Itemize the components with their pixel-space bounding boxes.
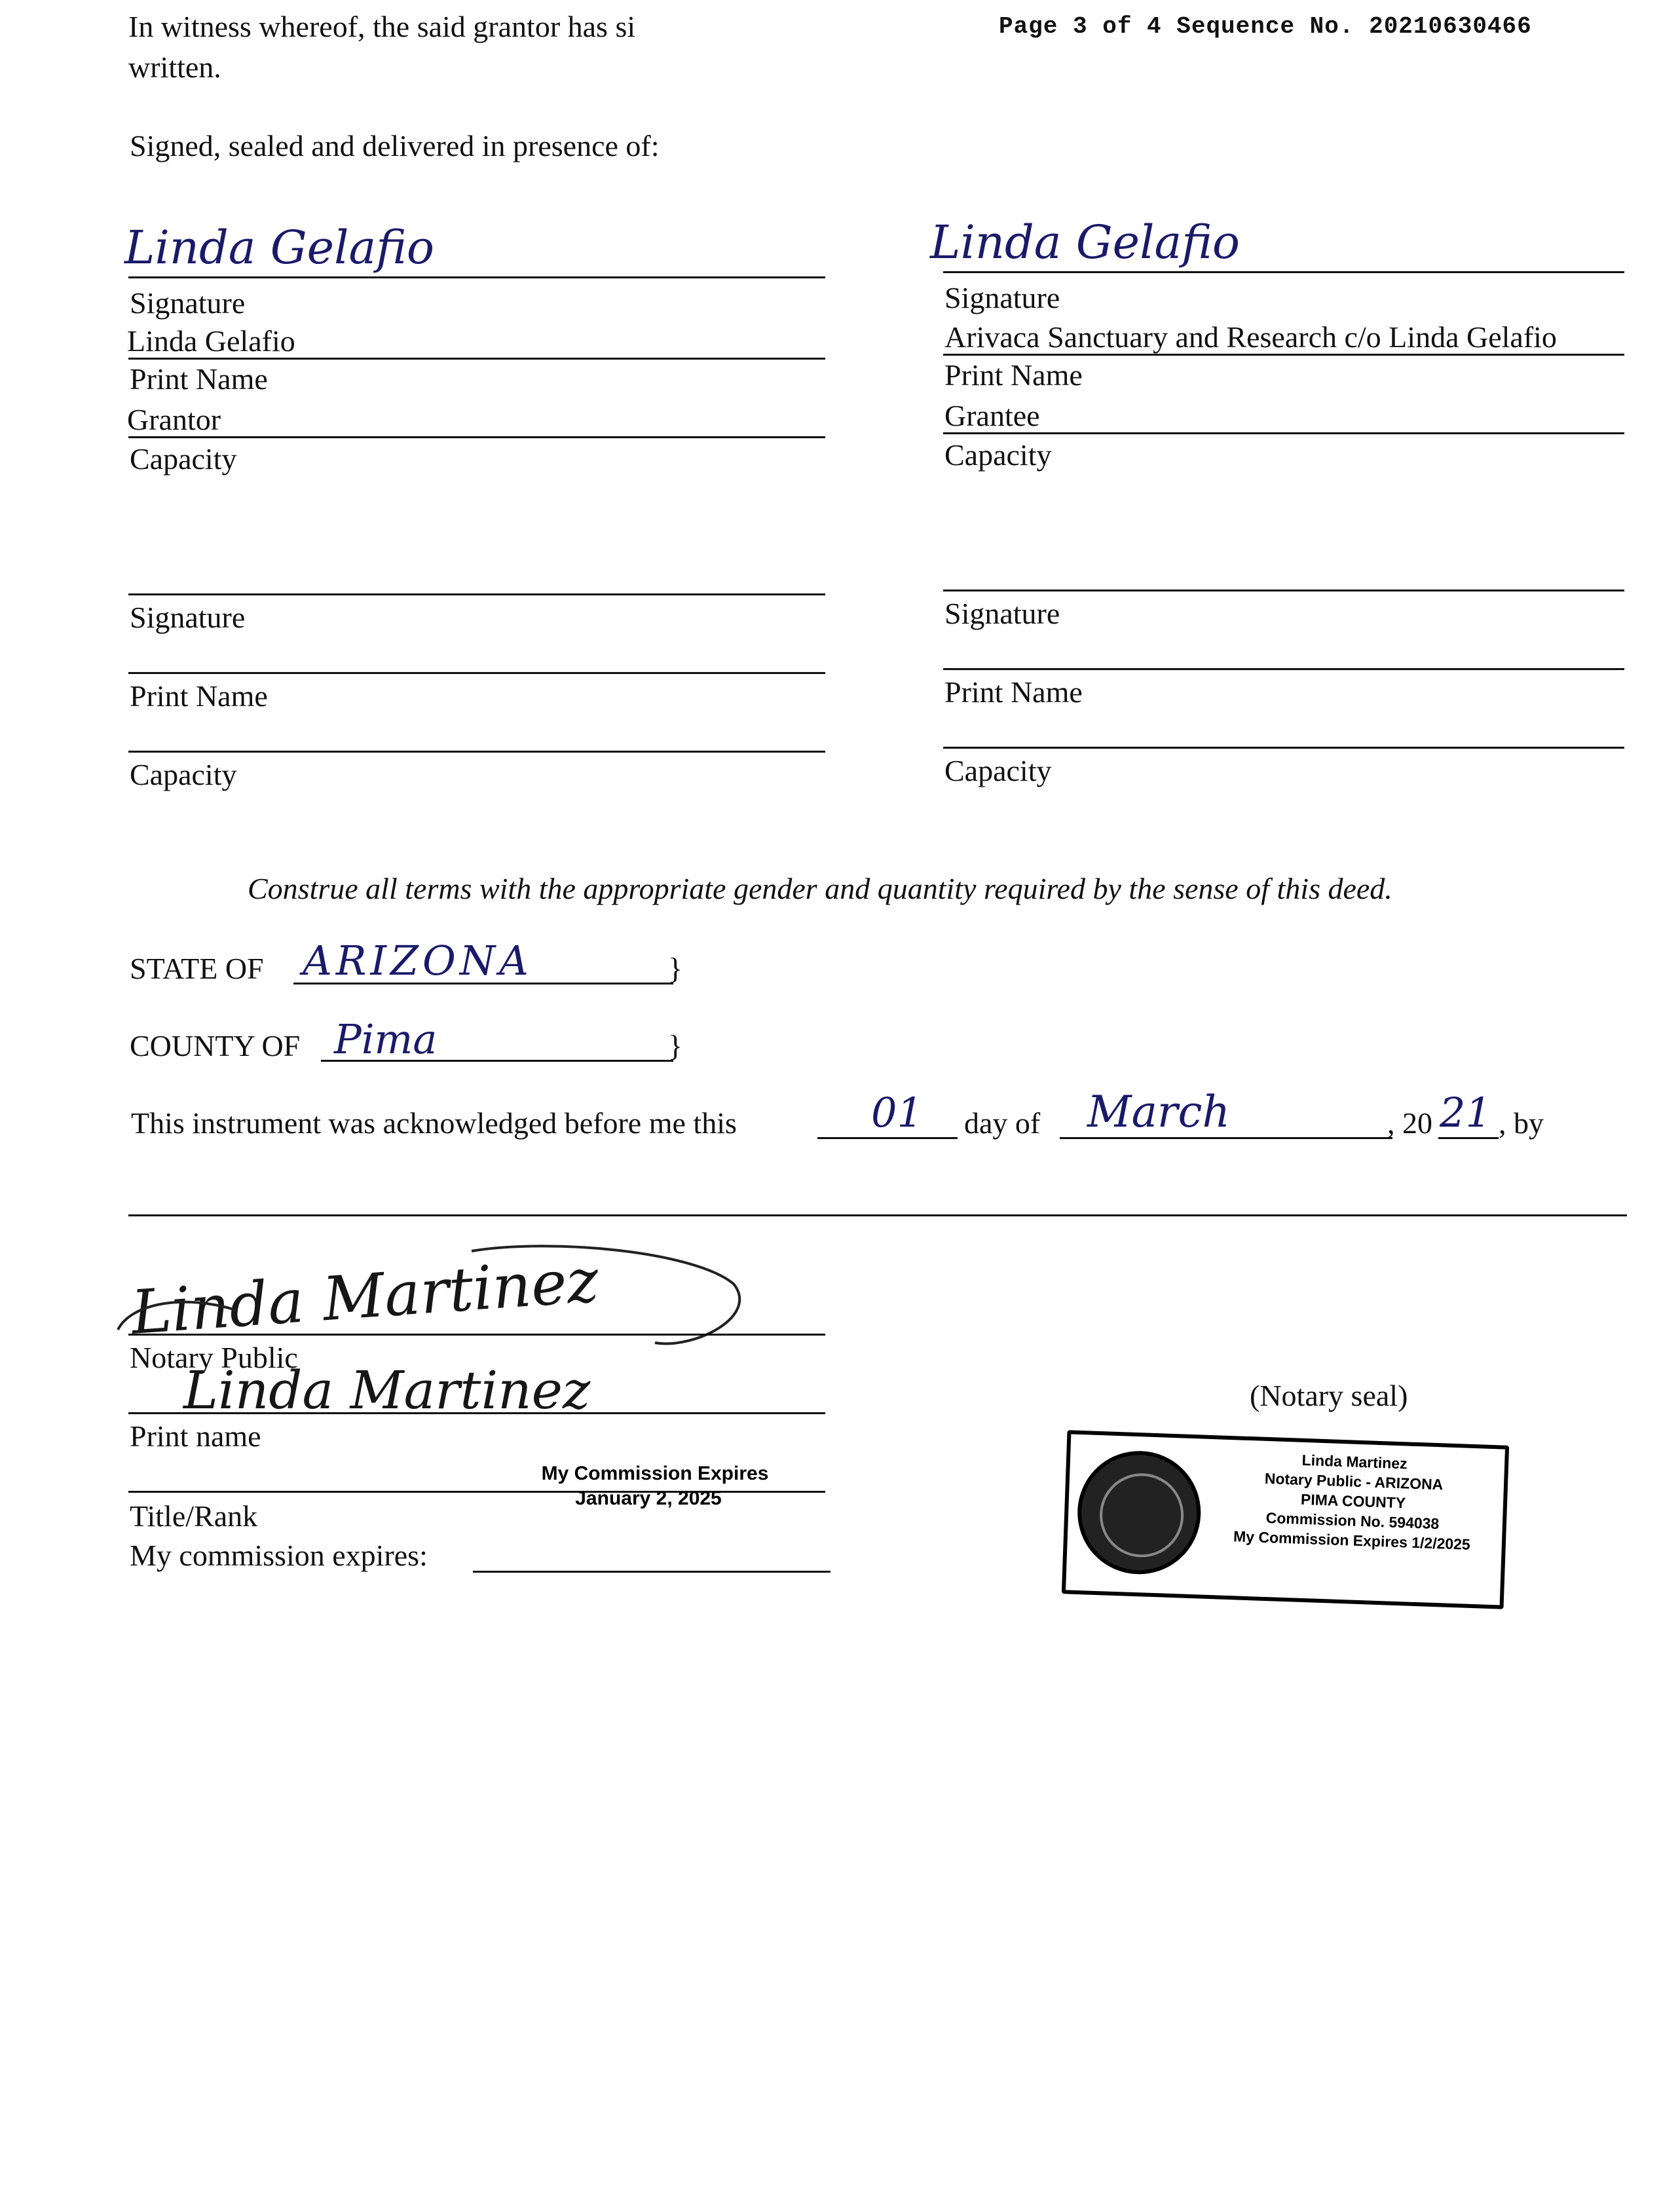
ack-day-value: 01 — [871, 1089, 923, 1136]
grantee-capacity-line — [943, 432, 1624, 434]
notary-print-name-label: Print name — [130, 1419, 261, 1453]
seal-line-5: My Commission Expires 1/2/2025 — [1233, 1528, 1471, 1553]
blank-right-capacity-line — [943, 747, 1624, 749]
grantor-signature-line — [128, 276, 825, 278]
notary-print-name-line — [128, 1412, 825, 1414]
grantee-print-name-label: Print Name — [944, 358, 1083, 392]
state-label: STATE OF — [130, 952, 264, 985]
ack-day-of: day of — [964, 1106, 1041, 1140]
blank-left-signature-line — [128, 593, 825, 595]
notary-seal-stamp — [1062, 1430, 1509, 1609]
notary-print-name-handwritten: Linda Martinez — [183, 1360, 591, 1421]
ack-by: , by — [1499, 1106, 1544, 1140]
county-label: COUNTY OF — [130, 1029, 301, 1062]
county-line — [321, 1060, 673, 1062]
commission-expires-line — [473, 1571, 831, 1573]
notary-signature-line — [128, 1334, 825, 1336]
grantor-capacity-line — [128, 436, 825, 438]
blank-right-signature-line — [943, 590, 1624, 591]
witness-line-1: In witness whereof, the said grantor has si — [128, 10, 636, 43]
seal-line-3: PIMA COUNTY — [1300, 1490, 1406, 1512]
page-sequence-header: Page 3 of 4 Sequence No. 20210630466 — [999, 13, 1532, 40]
state-line — [293, 983, 673, 984]
grantor-print-name-label: Print Name — [130, 362, 268, 396]
county-value: Pima — [334, 1015, 438, 1063]
seal-line-2: Notary Public - ARIZONA — [1264, 1469, 1444, 1493]
commission-stamp-line-1: My Commission Expires — [541, 1463, 769, 1484]
notary-public-label: Notary Public — [130, 1341, 298, 1374]
ack-day-line — [817, 1137, 958, 1139]
ack-month-line — [1060, 1137, 1392, 1139]
blank-left-print-name-line — [128, 672, 825, 674]
county-brace: } — [668, 1029, 683, 1062]
ack-month-value: March — [1087, 1087, 1230, 1137]
grantee-print-name-value: Arivaca Sanctuary and Research c/o Linda Gelafio — [944, 320, 1557, 354]
ack-year-prefix: , 20 — [1387, 1106, 1432, 1140]
blank-left-signature-label: Signature — [130, 601, 246, 634]
acknowledged-by-line — [128, 1214, 1627, 1216]
grantee-signature-line — [943, 271, 1624, 273]
seal-line-1: Linda Martinez — [1301, 1451, 1408, 1472]
grantee-capacity-value: Grantee — [944, 399, 1040, 432]
commission-stamp-line-2: January 2, 2025 — [575, 1488, 722, 1509]
blank-right-print-name-label: Print Name — [944, 675, 1083, 709]
title-rank-label: Title/Rank — [130, 1499, 258, 1533]
blank-left-capacity-label: Capacity — [130, 758, 237, 791]
blank-right-capacity-label: Capacity — [944, 754, 1052, 787]
notary-seal-label: (Notary seal) — [1250, 1379, 1408, 1412]
blank-right-print-name-line — [943, 668, 1624, 670]
commission-expires-label: My commission expires: — [130, 1539, 428, 1572]
state-value: ARIZONA — [303, 937, 532, 984]
grantee-handwritten-signature: Linda Gelafio — [930, 216, 1241, 269]
grantee-signature-label: Signature — [944, 281, 1060, 314]
state-brace: } — [668, 952, 683, 985]
ack-year-value: 21 — [1440, 1089, 1491, 1136]
seal-line-4: Commission No. 594038 — [1265, 1509, 1440, 1533]
grantor-handwritten-signature: Linda Gelafio — [124, 221, 435, 274]
grantor-capacity-label: Capacity — [130, 442, 237, 476]
witness-line-2: written. — [128, 50, 221, 84]
grantor-signature-label: Signature — [130, 286, 246, 320]
grantor-capacity-value: Grantor — [127, 403, 221, 436]
notary-handwritten-signature: Linda Martinez — [129, 1245, 601, 1348]
blank-left-print-name-label: Print Name — [130, 679, 268, 713]
ack-year-line — [1438, 1137, 1499, 1139]
grantor-print-name-value: Linda Gelafio — [127, 324, 295, 358]
presence-statement: Signed, sealed and delivered in presence of: — [130, 129, 660, 162]
construe-statement: Construe all terms with the appropriate gender and quantity required by the sense of this deed. — [248, 872, 1392, 905]
blank-left-capacity-line — [128, 751, 825, 753]
acknowledgment-text: This instrument was acknowledged before me this — [131, 1106, 737, 1140]
blank-right-signature-label: Signature — [944, 597, 1060, 630]
grantee-print-name-line — [943, 354, 1624, 356]
grantor-print-name-line — [128, 358, 825, 360]
grantee-capacity-label: Capacity — [944, 438, 1052, 472]
